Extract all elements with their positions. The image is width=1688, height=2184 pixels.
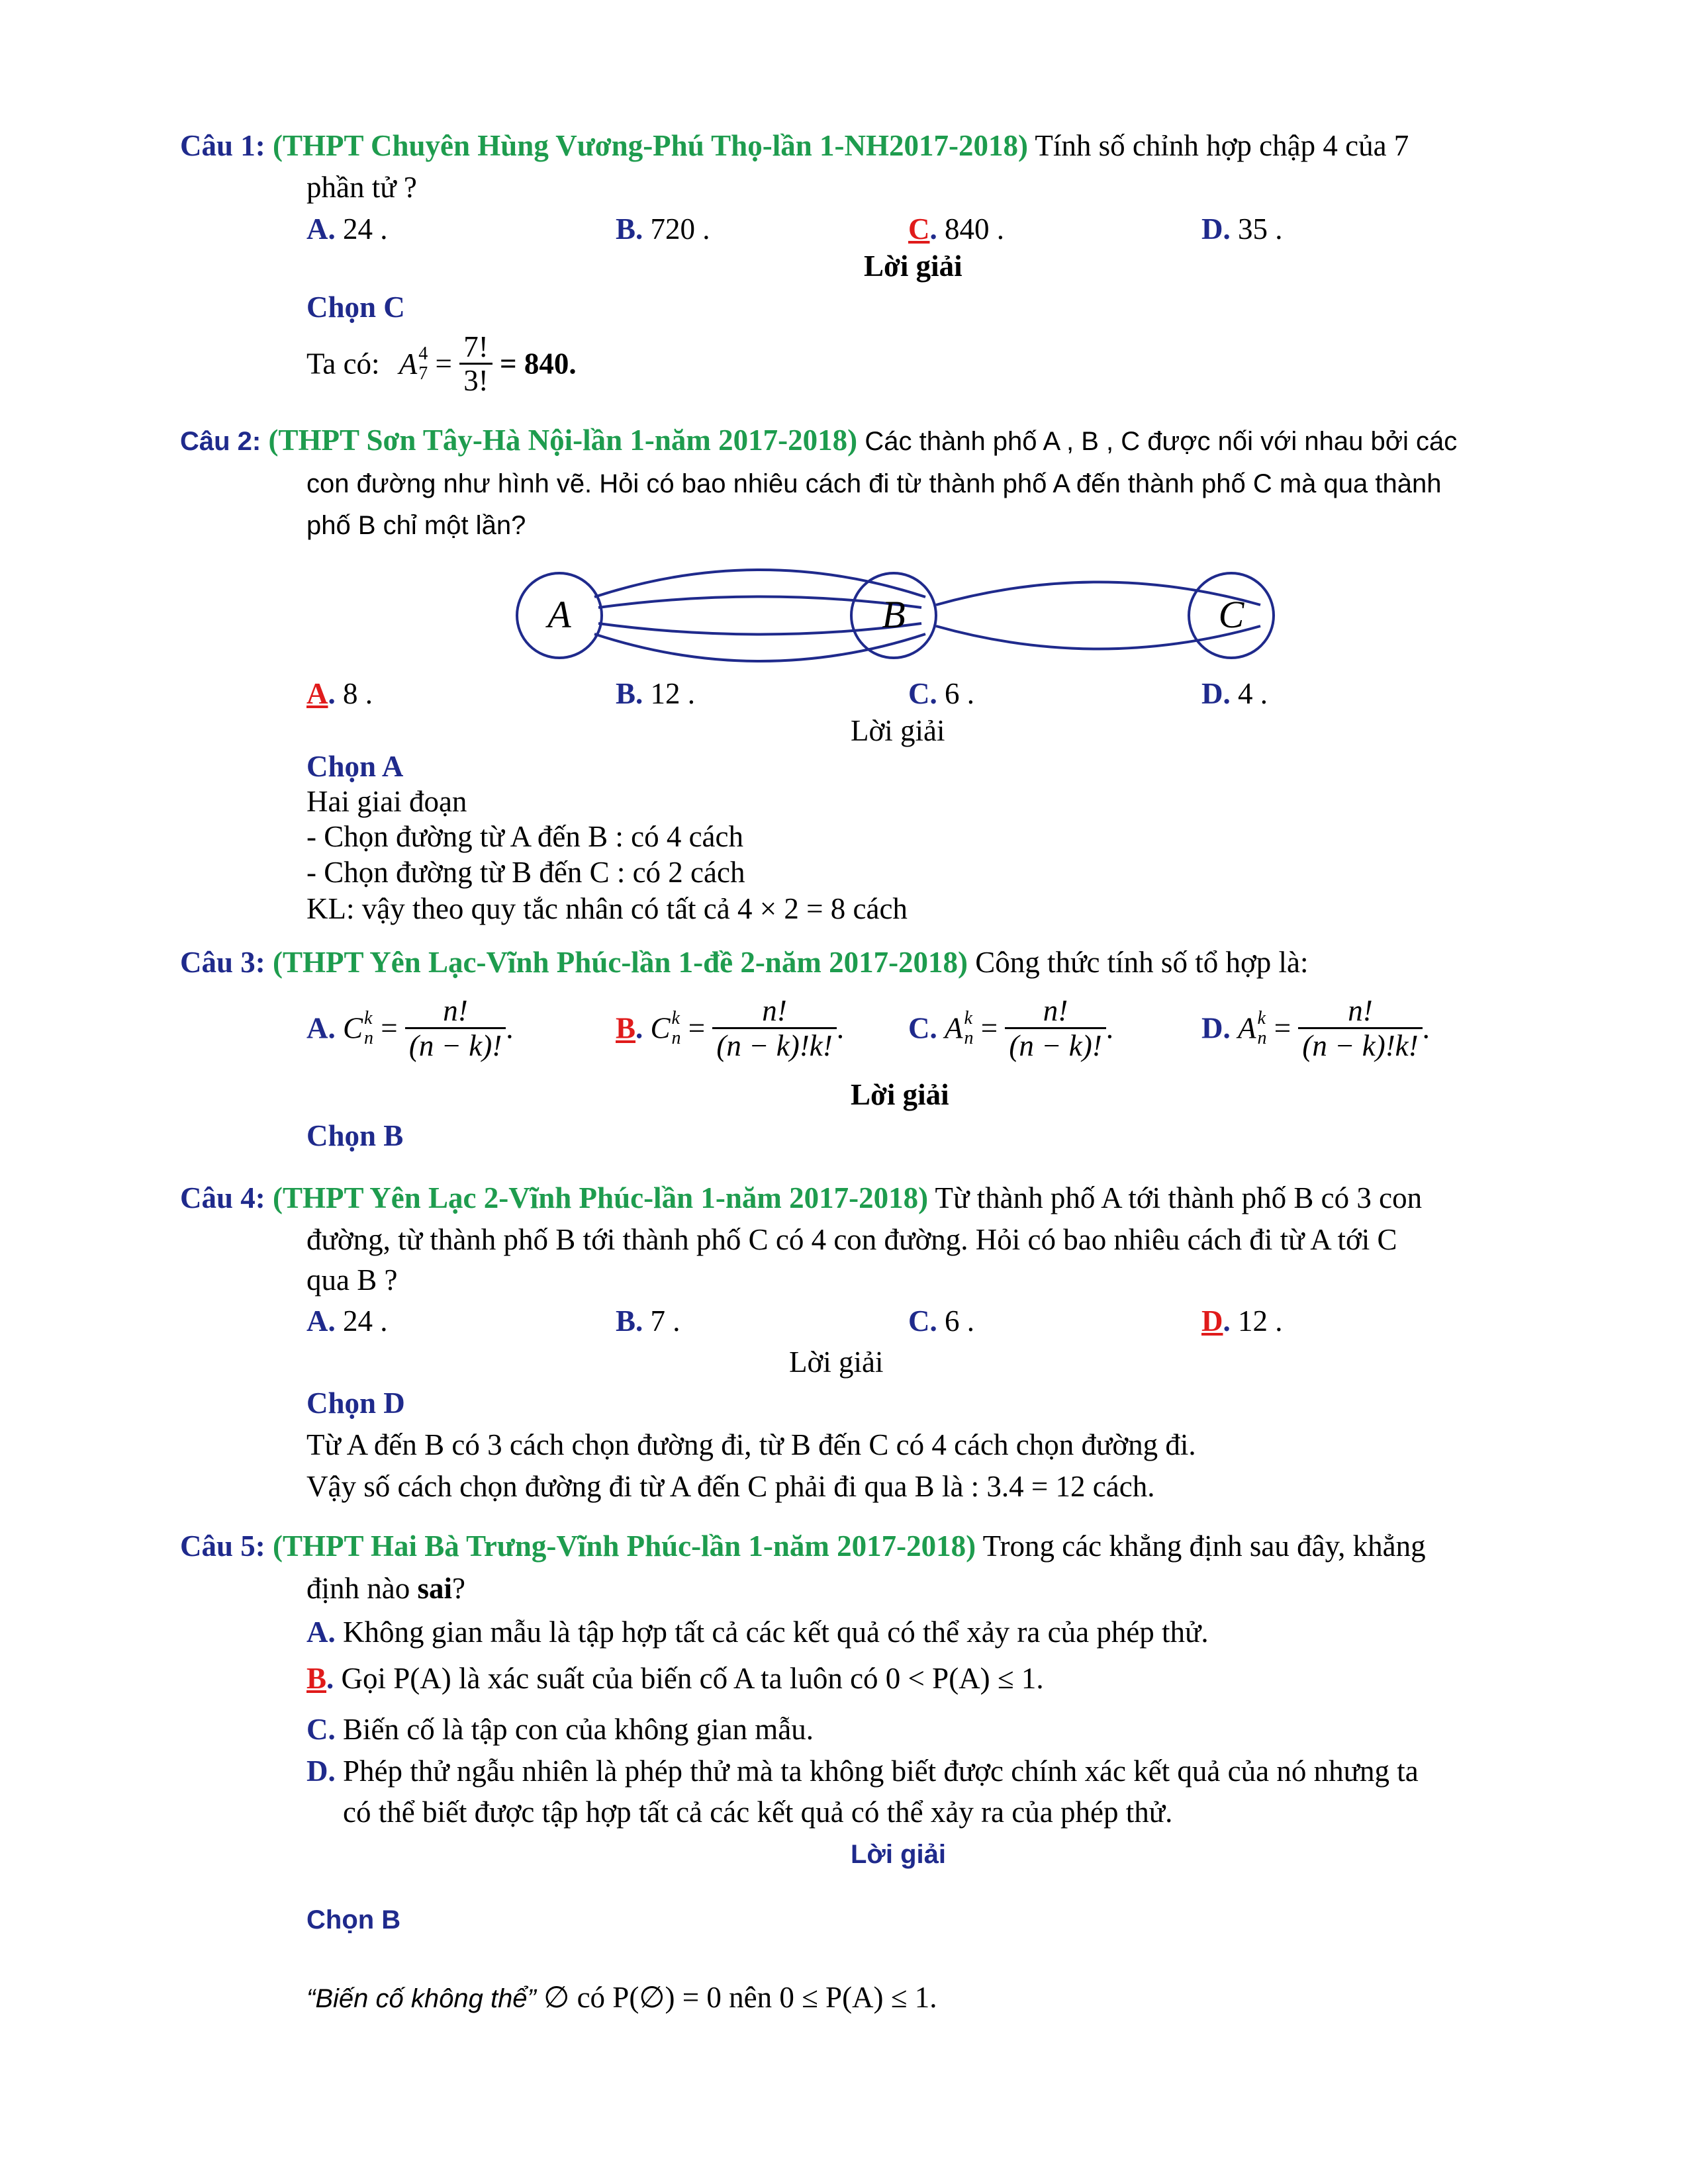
q2-option-letter: B. xyxy=(616,677,643,710)
q3-fraction-den: (n − k)! xyxy=(405,1027,506,1062)
q1-text-2: phần tử ? xyxy=(306,171,417,204)
q3-option-letter: D. xyxy=(1201,1011,1231,1045)
q2-source: (THPT Sơn Tây-Hà Nội-lần 1-năm 2017-2018) xyxy=(268,424,858,457)
q4-correct-letter: D xyxy=(1201,1304,1223,1338)
q5-number: Câu 5: xyxy=(180,1529,265,1563)
q5-option-letter: A. xyxy=(306,1615,336,1649)
q5-final xyxy=(306,1979,937,2017)
road-ab-2 xyxy=(598,597,921,608)
q1-option-value: 840 . xyxy=(945,212,1004,246)
q4-option-d: D. 12 . xyxy=(1201,1304,1283,1338)
q1-choice: Chọn C xyxy=(306,291,405,324)
q1-option-letter: B. xyxy=(616,212,643,246)
q3-sup: k xyxy=(1257,1007,1266,1028)
q1-option-c: C. 840 . xyxy=(908,212,1004,246)
q3-option-d: D. A k n = $\frac{n!}{(n - k)!k!}$ . xyxy=(1201,994,1430,1062)
q3-fraction-den: (n − k)! xyxy=(1005,1027,1105,1062)
road-bc-2 xyxy=(936,626,1260,649)
q2-text: Các thành phố A , B , C được nối với nhau bởi các xyxy=(865,427,1458,456)
q4-option-value: 24 . xyxy=(343,1304,388,1338)
q3-correct-letter: B xyxy=(616,1011,636,1045)
q4-option-value: 12 . xyxy=(1238,1304,1283,1338)
q1-option-value: 720 . xyxy=(650,212,710,246)
q2-option-value: 8 . xyxy=(343,677,373,710)
q1-option-value: 35 . xyxy=(1238,212,1283,246)
q1-option-value: 24 . xyxy=(343,212,388,246)
q1-stem xyxy=(180,127,1409,164)
q4-option-value: 7 . xyxy=(650,1304,680,1338)
q3-option-symbol: A xyxy=(945,1011,963,1045)
q2-option-value: 4 . xyxy=(1238,677,1268,710)
q3-option-fraction xyxy=(1005,994,1105,1062)
q1-solution-title: Lời giải xyxy=(864,250,962,283)
q1-work-sub: 7 xyxy=(418,363,428,384)
q5-solution-title: Lời giải xyxy=(851,1840,947,1869)
q3-fraction-den: (n − k)!k! xyxy=(1298,1027,1422,1062)
node-a-label: A xyxy=(547,593,571,636)
q3-stem xyxy=(180,944,1308,981)
q2-option-a: A. 8 . xyxy=(306,677,373,710)
q3-option-c: C. A k n = $\frac{n!}{(n - k)!}$ . xyxy=(908,994,1113,1062)
road-ab-4 xyxy=(594,634,925,661)
q3-fraction-num: n! xyxy=(1348,994,1373,1027)
q3-text: Công thức tính số tổ hợp là: xyxy=(975,946,1309,979)
q5-option-value: Gọi P(A) là xác suất của biến cố A ta luôn có 0 < P(A) ≤ 1. xyxy=(341,1662,1044,1695)
q3-number: Câu 3: xyxy=(180,946,265,979)
q4-text-2: đường, từ thành phố B tới thành phố C có 4 con đường. Hỏi có bao nhiêu cách đi từ A tới C xyxy=(306,1223,1397,1256)
q2-choice: Chọn A xyxy=(306,750,404,783)
node-b-label: B xyxy=(882,593,906,636)
q3-option-b: B. C k n = $\frac{n!}{(n - k)!k!}$ . xyxy=(616,994,844,1062)
q2-option-c xyxy=(908,675,974,712)
q4-line-2: Vậy số cách chọn đường đi từ A đến C phải đi qua B là : 3.4 = 12 cách. xyxy=(306,1470,1155,1503)
q5-choice: Chọn B xyxy=(306,1905,401,1934)
q4-solution-title: Lời giải xyxy=(789,1345,884,1379)
q1-option-a xyxy=(306,210,388,248)
q3-fraction-num: n! xyxy=(762,994,787,1027)
q3-option-a: A. C k n = $\frac{n!}{(n - k)!}$ . xyxy=(306,994,514,1062)
q5-option-value: Phép thử ngẫu nhiên là phép thử mà ta không biết được chính xác kết quả của nó nhưng ta xyxy=(343,1754,1419,1788)
q1-number: Câu 1: xyxy=(180,129,265,162)
q5-final-rest: ∅ có P(∅) = 0 nên 0 ≤ P(A) ≤ 1. xyxy=(543,1981,937,2014)
q4-choice: Chọn D xyxy=(306,1387,405,1420)
q1-work-lhs: A xyxy=(399,347,418,381)
q3-sub: n xyxy=(964,1027,974,1048)
q2-option-value: 12 . xyxy=(650,677,696,710)
q4-option-b xyxy=(616,1302,680,1340)
q3-sub: n xyxy=(1257,1027,1267,1048)
q5-text-2-post: ? xyxy=(452,1572,465,1605)
q5-text-2-pre: định nào xyxy=(306,1572,410,1605)
road-ab-1 xyxy=(594,570,925,597)
q3-fraction-num: n! xyxy=(1043,994,1068,1027)
q5-option-d-line-2: có thể biết được tập hợp tất cả các kết quả có thể xảy ra của phép thử. xyxy=(343,1796,1173,1829)
q2-line-1: Hai giai đoạn xyxy=(306,785,467,818)
q5-correct-letter: B xyxy=(306,1662,327,1695)
q4-option-a xyxy=(306,1302,388,1340)
q1-source: (THPT Chuyên Hùng Vương-Phú Thọ-lần 1-NH2017-2018) xyxy=(273,129,1028,162)
q4-text-3: qua B ? xyxy=(306,1263,398,1297)
q2-text-3: phố B chỉ một lần? xyxy=(306,511,526,540)
q1-option-d xyxy=(1201,210,1283,248)
node-c-label: C xyxy=(1218,593,1244,636)
q5-option-c xyxy=(306,1711,814,1748)
q3-solution-title: Lời giải xyxy=(851,1078,949,1111)
q1-work-prefix: Ta có: xyxy=(306,347,380,381)
q1-work-num: 7! xyxy=(463,330,489,363)
q2-stem xyxy=(180,422,1457,460)
q5-option-b: B. Gọi P(A) là xác suất của biến cố A ta luôn có 0 < P(A) ≤ 1. xyxy=(306,1662,1044,1695)
q4-option-value: 6 . xyxy=(945,1304,974,1338)
q3-option-symbol: A xyxy=(1238,1011,1256,1045)
q5-stem xyxy=(180,1527,1426,1565)
road-ab-3 xyxy=(598,623,921,635)
q1-option-b xyxy=(616,210,710,248)
q2-option-letter: C. xyxy=(908,677,937,710)
q3-option-fraction xyxy=(1298,994,1422,1062)
q3-option-letter: A. xyxy=(306,1011,336,1045)
q1-correct-letter: C xyxy=(908,212,930,246)
q5-option-letter: D. xyxy=(306,1754,336,1788)
q1-work-sup: 4 xyxy=(418,343,428,364)
q3-fraction-num: n! xyxy=(443,994,468,1027)
q4-option-letter: A. xyxy=(306,1304,336,1338)
q5-source: (THPT Hai Bà Trưng-Vĩnh Phúc-lần 1-năm 2017-2018) xyxy=(273,1529,976,1563)
q2-line-4: KL: vậy theo quy tắc nhân có tất cả 4 × 2 = 8 cách xyxy=(306,892,908,925)
q2-solution-title: Lời giải xyxy=(851,714,945,747)
q1-text: Tính số chỉnh hợp chập 4 của 7 xyxy=(1035,129,1409,162)
q3-sup: k xyxy=(364,1007,373,1028)
q2-correct-letter: A xyxy=(306,677,328,710)
q1-work-fraction xyxy=(459,331,492,396)
q1-work-den: 3! xyxy=(459,363,492,396)
q3-option-fraction xyxy=(405,994,506,1062)
q4-option-letter: B. xyxy=(616,1304,643,1338)
q2-option-letter: D. xyxy=(1201,677,1231,710)
q1-option-letter: A. xyxy=(306,212,336,246)
q2-graph xyxy=(510,563,1297,668)
q5-option-d xyxy=(306,1752,1419,1790)
q3-sup: k xyxy=(671,1007,680,1028)
q3-option-symbol: C xyxy=(650,1011,671,1045)
q3-source: (THPT Yên Lạc-Vĩnh Phúc-lần 1-đề 2-năm 2017-2018) xyxy=(273,946,968,979)
q4-source: (THPT Yên Lạc 2-Vĩnh Phúc-lần 1-năm 2017-2018) xyxy=(273,1181,929,1214)
q5-option-a xyxy=(306,1614,1209,1651)
q2-option-value: 6 . xyxy=(945,677,974,710)
q4-number: Câu 4: xyxy=(180,1181,265,1214)
q5-option-letter: C. xyxy=(306,1713,336,1746)
q3-option-letter: C. xyxy=(908,1011,937,1045)
q1-work-result: = 840. xyxy=(499,347,577,381)
q3-sub: n xyxy=(671,1027,681,1048)
q5-text-2-bold: sai xyxy=(417,1572,452,1605)
q1-work: Ta có: A 4 7 = $\frac{7!}{3!}$ = 840. xyxy=(306,330,577,397)
q3-sup: k xyxy=(964,1007,972,1028)
q3-option-symbol: C xyxy=(343,1011,363,1045)
q5-option-value: Biến cố là tập con của không gian mẫu. xyxy=(343,1713,814,1746)
q4-option-c xyxy=(908,1302,974,1340)
q3-option-fraction xyxy=(712,994,836,1062)
q5-text: Trong các khẳng định sau đây, khẳng xyxy=(982,1529,1426,1563)
q4-text: Từ thành phố A tới thành phố B có 3 con xyxy=(935,1181,1423,1214)
q2-line-2: - Chọn đường từ A đến B : có 4 cách xyxy=(306,820,743,853)
q4-line-1: Từ A đến B có 3 cách chọn đường đi, từ B đến C có 4 cách chọn đường đi. xyxy=(306,1428,1196,1461)
q2-line-3: - Chọn đường từ B đến C : có 2 cách xyxy=(306,856,745,889)
q3-choice: Chọn B xyxy=(306,1119,404,1152)
q3-fraction-den: (n − k)!k! xyxy=(712,1027,836,1062)
road-bc-1 xyxy=(936,582,1260,606)
q2-number: Câu 2: xyxy=(180,427,261,456)
q4-option-letter: C. xyxy=(908,1304,937,1338)
q2-option-b xyxy=(616,675,695,712)
q2-option-d xyxy=(1201,675,1268,712)
q3-sub: n xyxy=(364,1027,374,1048)
q4-stem xyxy=(180,1179,1422,1216)
q5-text-2 xyxy=(306,1570,465,1607)
q1-option-letter: D. xyxy=(1201,212,1231,246)
q2-text-2: con đường như hình vẽ. Hỏi có bao nhiêu cách đi từ thành phố A đến thành phố C mà qua thành xyxy=(306,469,1442,498)
q5-final-italic: “Biến cố không thể” xyxy=(306,1984,536,2013)
q5-option-value: Không gian mẫu là tập hợp tất cả các kết quả có thể xảy ra của phép thử. xyxy=(343,1615,1209,1649)
